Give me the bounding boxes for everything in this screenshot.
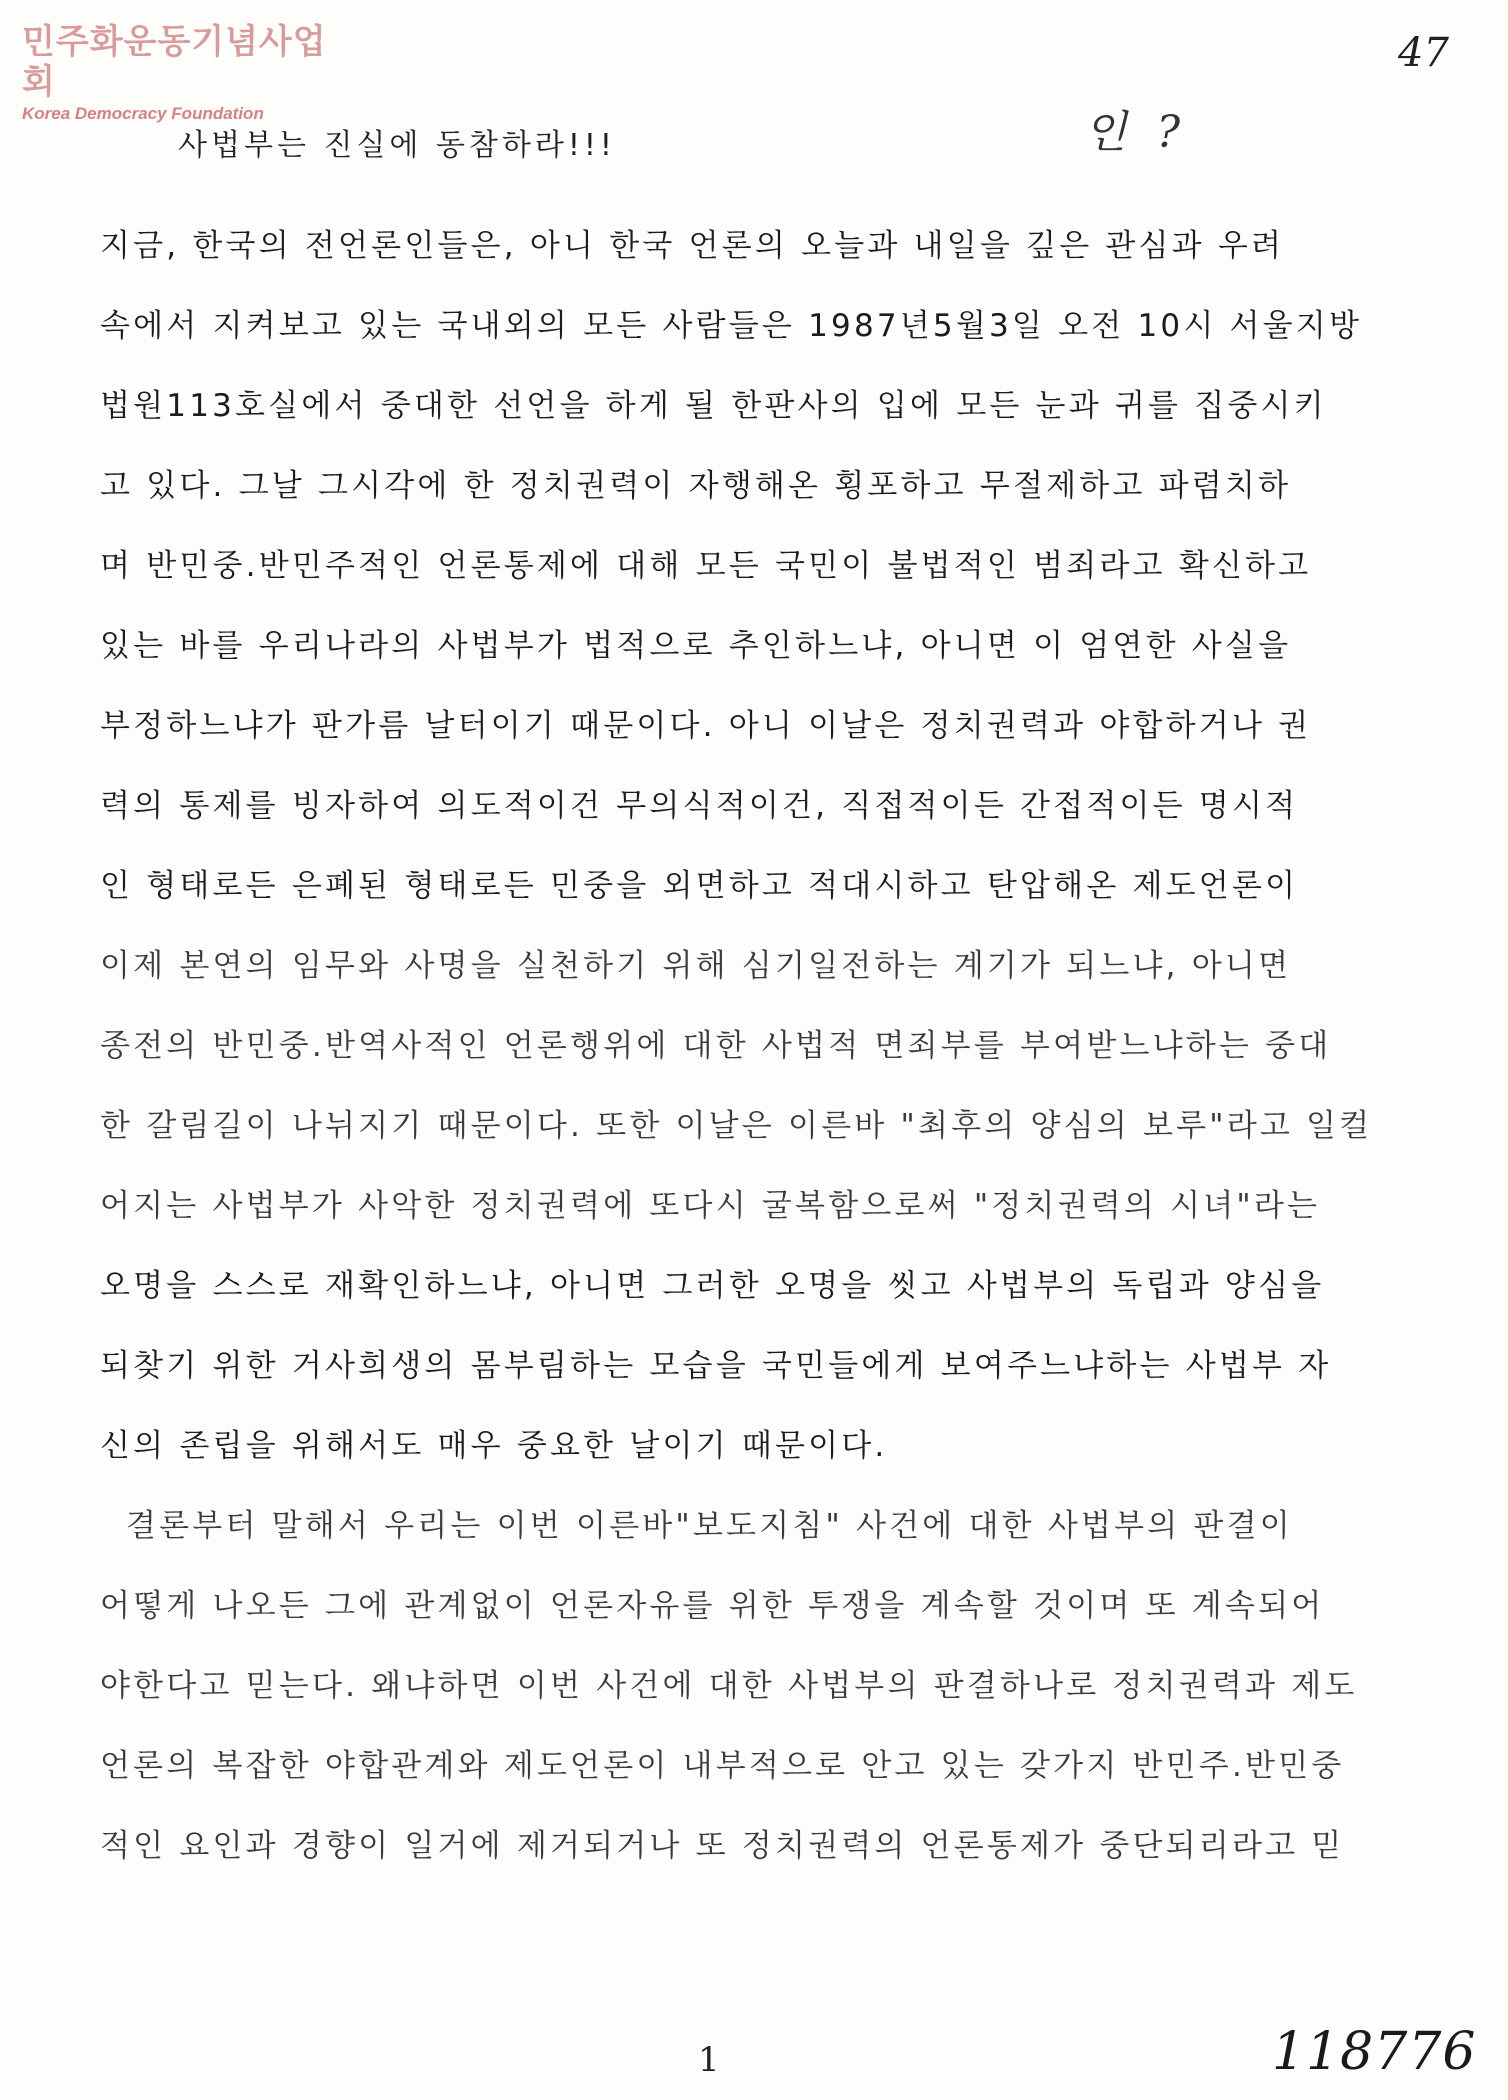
watermark-english-text: Korea Democracy Foundation (22, 104, 264, 123)
body-line: 지금, 한국의 전언론인들은, 아니 한국 언론의 오늘과 내일을 깊은 관심과 우려 (100, 228, 1285, 264)
footer-page-number: 1 (698, 2040, 720, 2080)
foundation-watermark (22, 22, 342, 124)
body-line: 이제 본연의 임무와 사명을 실천하기 위해 심기일전하는 계기가 되느냐, 아니면 (100, 948, 1292, 984)
document-title: 사법부는 진실에 동참하라!!! (178, 128, 616, 163)
body-line: 력의 통제를 빙자하여 의도적이건 무의식적이건, 직접적이든 간접적이든 명시적 (100, 788, 1299, 824)
body-line: 있는 바를 우리나라의 사법부가 법적으로 추인하느냐, 아니면 이 엄연한 사실을 (100, 628, 1292, 664)
body-line: 인 형태로든 은폐된 형태로든 민중을 외면하고 적대시하고 탄압해온 제도언론이 (100, 868, 1299, 904)
body-line: 속에서 지켜보고 있는 국내외의 모든 사람들은 1987년5월3일 오전 10시 서울지방 (100, 308, 1363, 344)
body-line: 적인 요인과 경향이 일거에 제거되거나 또 정치권력의 언론통제가 중단되리라고 믿 (100, 1828, 1345, 1864)
handwritten-margin-note: 인 ? (1084, 107, 1189, 158)
handwritten-page-number: 47 (1398, 30, 1449, 76)
body-line: 신의 존립을 위해서도 매우 중요한 날이기 때문이다. (100, 1428, 888, 1464)
body-line: 오명을 스스로 재확인하느냐, 아니면 그러한 오명을 씻고 사법부의 독립과 양심을 (100, 1268, 1325, 1304)
body-line: 한 갈림길이 나뉘지기 때문이다. 또한 이날은 이른바 "최후의 양심의 보루"라고 일컬 (100, 1108, 1373, 1144)
body-line: 언론의 복잡한 야합관계와 제도언론이 내부적으로 안고 있는 갖가지 반민주.반민중 (100, 1748, 1345, 1784)
body-line: 결론부터 말해서 우리는 이번 이른바"보도지침" 사건에 대한 사법부의 판결이 (126, 1508, 1293, 1544)
watermark-korean-text: 민주화운동기념사업회 (22, 22, 327, 102)
body-line: 법원113호실에서 중대한 선언을 하게 될 한판사의 입에 모든 눈과 귀를 집중시키 (100, 388, 1327, 424)
body-line: 고 있다. 그날 그시각에 한 정치권력이 자행해온 횡포하고 무절제하고 파렴치하 (100, 468, 1292, 504)
body-line: 며 반민중.반민주적인 언론통제에 대해 모든 국민이 불법적인 범죄라고 확신하고 (100, 548, 1312, 584)
body-line: 종전의 반민중.반역사적인 언론행위에 대한 사법적 면죄부를 부여받느냐하는 중대 (100, 1028, 1332, 1064)
body-line: 어지는 사법부가 사악한 정치권력에 또다시 굴복함으로써 "정치권력의 시녀"라는 (100, 1188, 1321, 1224)
body-line: 어떻게 나오든 그에 관계없이 언론자유를 위한 투쟁을 계속할 것이며 또 계속되어 (100, 1588, 1325, 1624)
body-line: 되찾기 위한 거사희생의 몸부림하는 모습을 국민들에게 보여주느냐하는 사법부 자 (100, 1348, 1332, 1384)
body-line: 야한다고 믿는다. 왜냐하면 이번 사건에 대한 사법부의 판결하나로 정치권력과 제도 (100, 1668, 1358, 1704)
body-line: 부정하느냐가 판가름 날터이기 때문이다. 아니 이날은 정치권력과 야합하거나 권 (100, 708, 1312, 744)
handwritten-document-id: 118776 (1272, 2022, 1477, 2082)
document-body (100, 206, 1476, 1886)
